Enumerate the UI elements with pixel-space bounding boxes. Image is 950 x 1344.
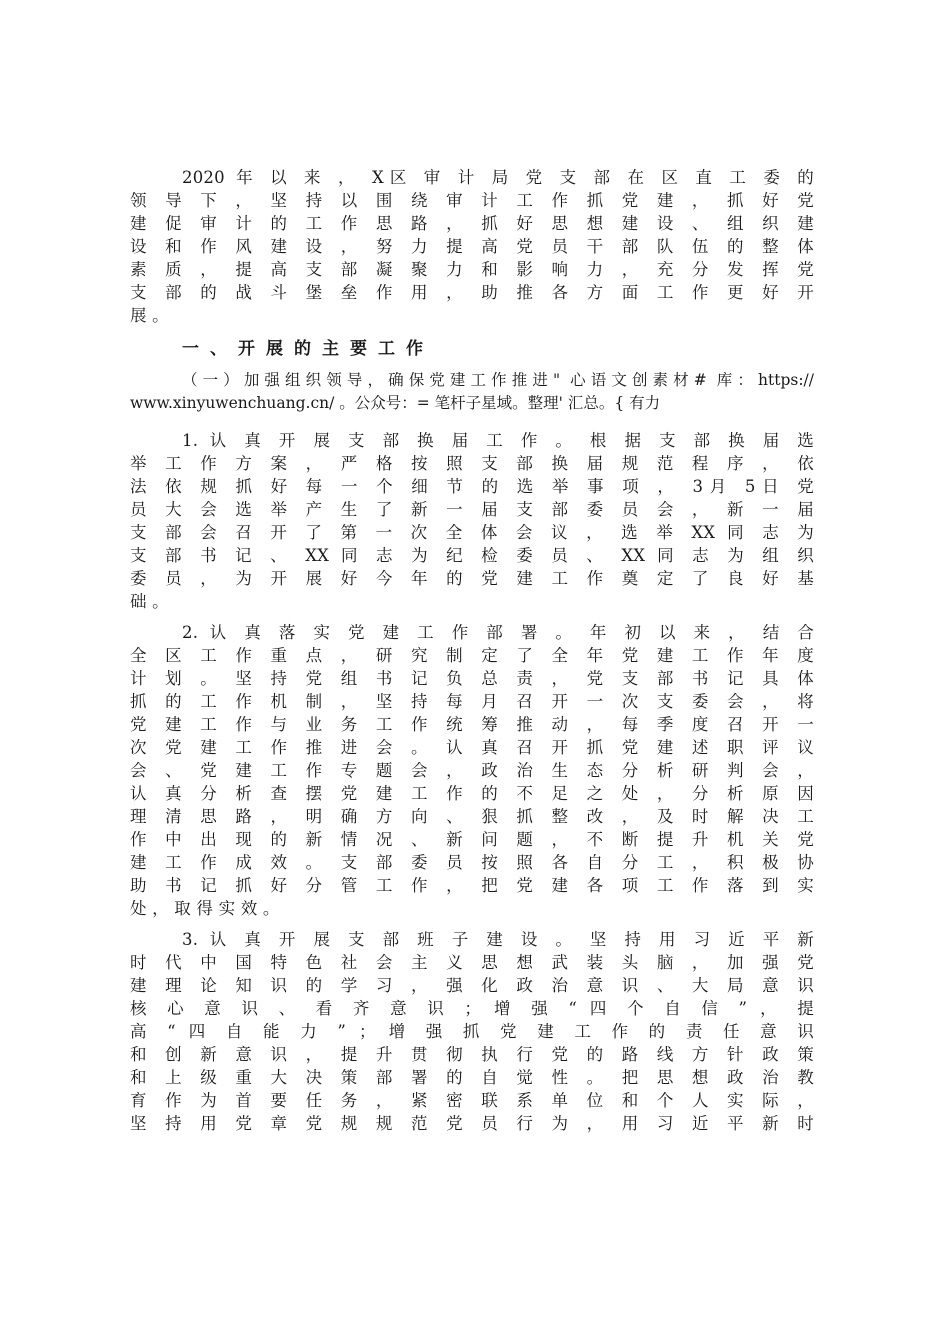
text-line: 计 划 。 坚 持 党 组 书 记 负 总 责 ， 党 支 部 书 记 具 体 [130, 669, 814, 688]
document-page [130, 166, 814, 1135]
text-line: 员 大 会 选 举 产 生 了 新 一 届 支 部 委 员 会 ， 新 一 届 [130, 500, 814, 519]
text-line: 支 部 的 战 斗 堡 垒 作 用 ， 助 推 各 方 面 工 作 更 好 开 [130, 283, 814, 302]
text-line: 设 和 作 风 建 设 ， 努 力 提 高 党 员 干 部 队 伍 的 整 体 [130, 237, 814, 256]
text-line: 高 “ 四 自 能 力 ” ； 增 强 抓 党 建 工 作 的 责 任 意 识 [130, 1022, 814, 1041]
text-line: 支 部 会 召 开 了 第 一 次 全 体 会 议 ， 选 举 XX 同 志 为 [130, 523, 814, 542]
text-line: 支 部 书 记 、 XX 同 志 为 纪 检 委 员 、 XX 同 志 为 组 织 [130, 546, 814, 565]
text-line: 认 真 分 析 查 摆 党 建 工 作 的 不 足 之 处 ， 分 析 原 因 [130, 784, 814, 803]
text-line: 抓 的 工 作 机 制 ， 坚 持 每 月 召 开 一 次 支 委 会 ， 将 [130, 692, 814, 711]
section-heading: 一、开展的主要工作 [182, 339, 434, 359]
text-line: 理 清 思 路 ， 明 确 方 向 、 狠 抓 整 改 ， 及 时 解 决 工 [130, 807, 814, 826]
text-line: 委 员 ， 为 开 展 好 今 年 的 党 建 工 作 奠 定 了 良 好 基 [130, 569, 814, 588]
text-line: 育 作 为 首 要 任 务 ， 紧 密 联 系 单 位 和 个 人 实 际 ， [130, 1091, 814, 1110]
text-line: 法 依 规 抓 好 每 一 个 细 节 的 选 举 事 项 ， 3月 5日 党 [130, 477, 814, 496]
text-line: 和 创 新 意 识 ， 提 升 贯 彻 执 行 党 的 路 线 方 针 政 策 [130, 1045, 814, 1064]
text-line: 建 促 审 计 的 工 作 思 路 ， 抓 好 思 想 建 设 、 组 织 建 [130, 214, 814, 233]
text-line: （一）加强组织领导，确保党建工作推进" 心语文创素材# 库：https:// [182, 371, 814, 389]
text-line: 2. 认 真 落 实 党 建 工 作 部 署 。 年 初 以 来 ， 结 合 [182, 623, 814, 642]
text-line: www.xinyuwenchuang.cn/ 。公众号：= 笔杆子星域。整理' 汇总。{ 有力 [130, 394, 661, 412]
text-line: 举 工 作 方 案 ， 严 格 按 照 支 部 换 届 规 范 程 序 ， 依 [130, 454, 814, 473]
text-line: 领 导 下 ， 坚 持 以 围 绕 审 计 工 作 抓 党 建 ， 抓 好 党 [130, 191, 814, 210]
text-line: 处 ， 取 得 实 效 。 [130, 899, 280, 918]
text-line: 助 书 记 抓 好 分 管 工 作 ， 把 党 建 各 项 工 作 落 到 实 [130, 876, 814, 895]
text-line: 次 党 建 工 作 推 进 会 。 认 真 召 开 抓 党 建 述 职 评 议 [130, 738, 814, 757]
text-line: 素 质 ， 提 高 支 部 凝 聚 力 和 影 响 力 ， 充 分 发 挥 党 [130, 260, 814, 279]
text-line: 坚 持 用 党 章 党 规 规 范 党 员 行 为 ， 用 习 近 平 新 时 [130, 1114, 814, 1133]
subsection-heading [130, 369, 814, 415]
text-line: 全 区 工 作 重 点 ， 研 究 制 定 了 全 年 党 建 工 作 年 度 [130, 646, 814, 665]
text-line: 2020 年 以 来 ， X区 审 计 局 党 支 部 在 区 直 工 委 的 [182, 168, 814, 187]
item-3-paragraph [130, 928, 814, 1135]
text-line: 建 工 作 成 效 。 支 部 委 员 按 照 各 自 分 工 ， 积 极 协 [130, 853, 814, 872]
text-line: 1. 认 真 开 展 支 部 换 届 工 作 。 根 据 支 部 换 届 选 [182, 431, 814, 450]
item-1-paragraph [130, 429, 814, 613]
text-line: 会 、 党 建 工 作 专 题 会 ， 政 治 生 态 分 析 研 判 会 ， [130, 761, 814, 780]
text-line: 作 中 出 现 的 新 情 况 、 新 问 题 ， 不 断 提 升 机 关 党 [130, 830, 814, 849]
text-line: 础 。 [130, 592, 169, 611]
text-line: 党 建 工 作 与 业 务 工 作 统 筹 推 动 ， 每 季 度 召 开 一 [130, 715, 814, 734]
item-2-paragraph [130, 621, 814, 920]
text-line: 核 心 意 识 、 看 齐 意 识 ； 增 强 “ 四 个 自 信 ” ， 提 [130, 999, 814, 1018]
intro-paragraph [130, 166, 814, 327]
text-line: 时 代 中 国 特 色 社 会 主 义 思 想 武 装 头 脑 ， 加 强 党 [130, 953, 814, 972]
text-line: 展 。 [130, 306, 169, 325]
text-line: 建 理 论 知 识 的 学 习 ， 强 化 政 治 意 识 、 大 局 意 识 [130, 976, 814, 995]
text-line: 3. 认 真 开 展 支 部 班 子 建 设 。 坚 持 用 习 近 平 新 [182, 930, 814, 949]
text-line: 和 上 级 重 大 决 策 部 署 的 自 觉 性 。 把 思 想 政 治 教 [130, 1068, 814, 1087]
